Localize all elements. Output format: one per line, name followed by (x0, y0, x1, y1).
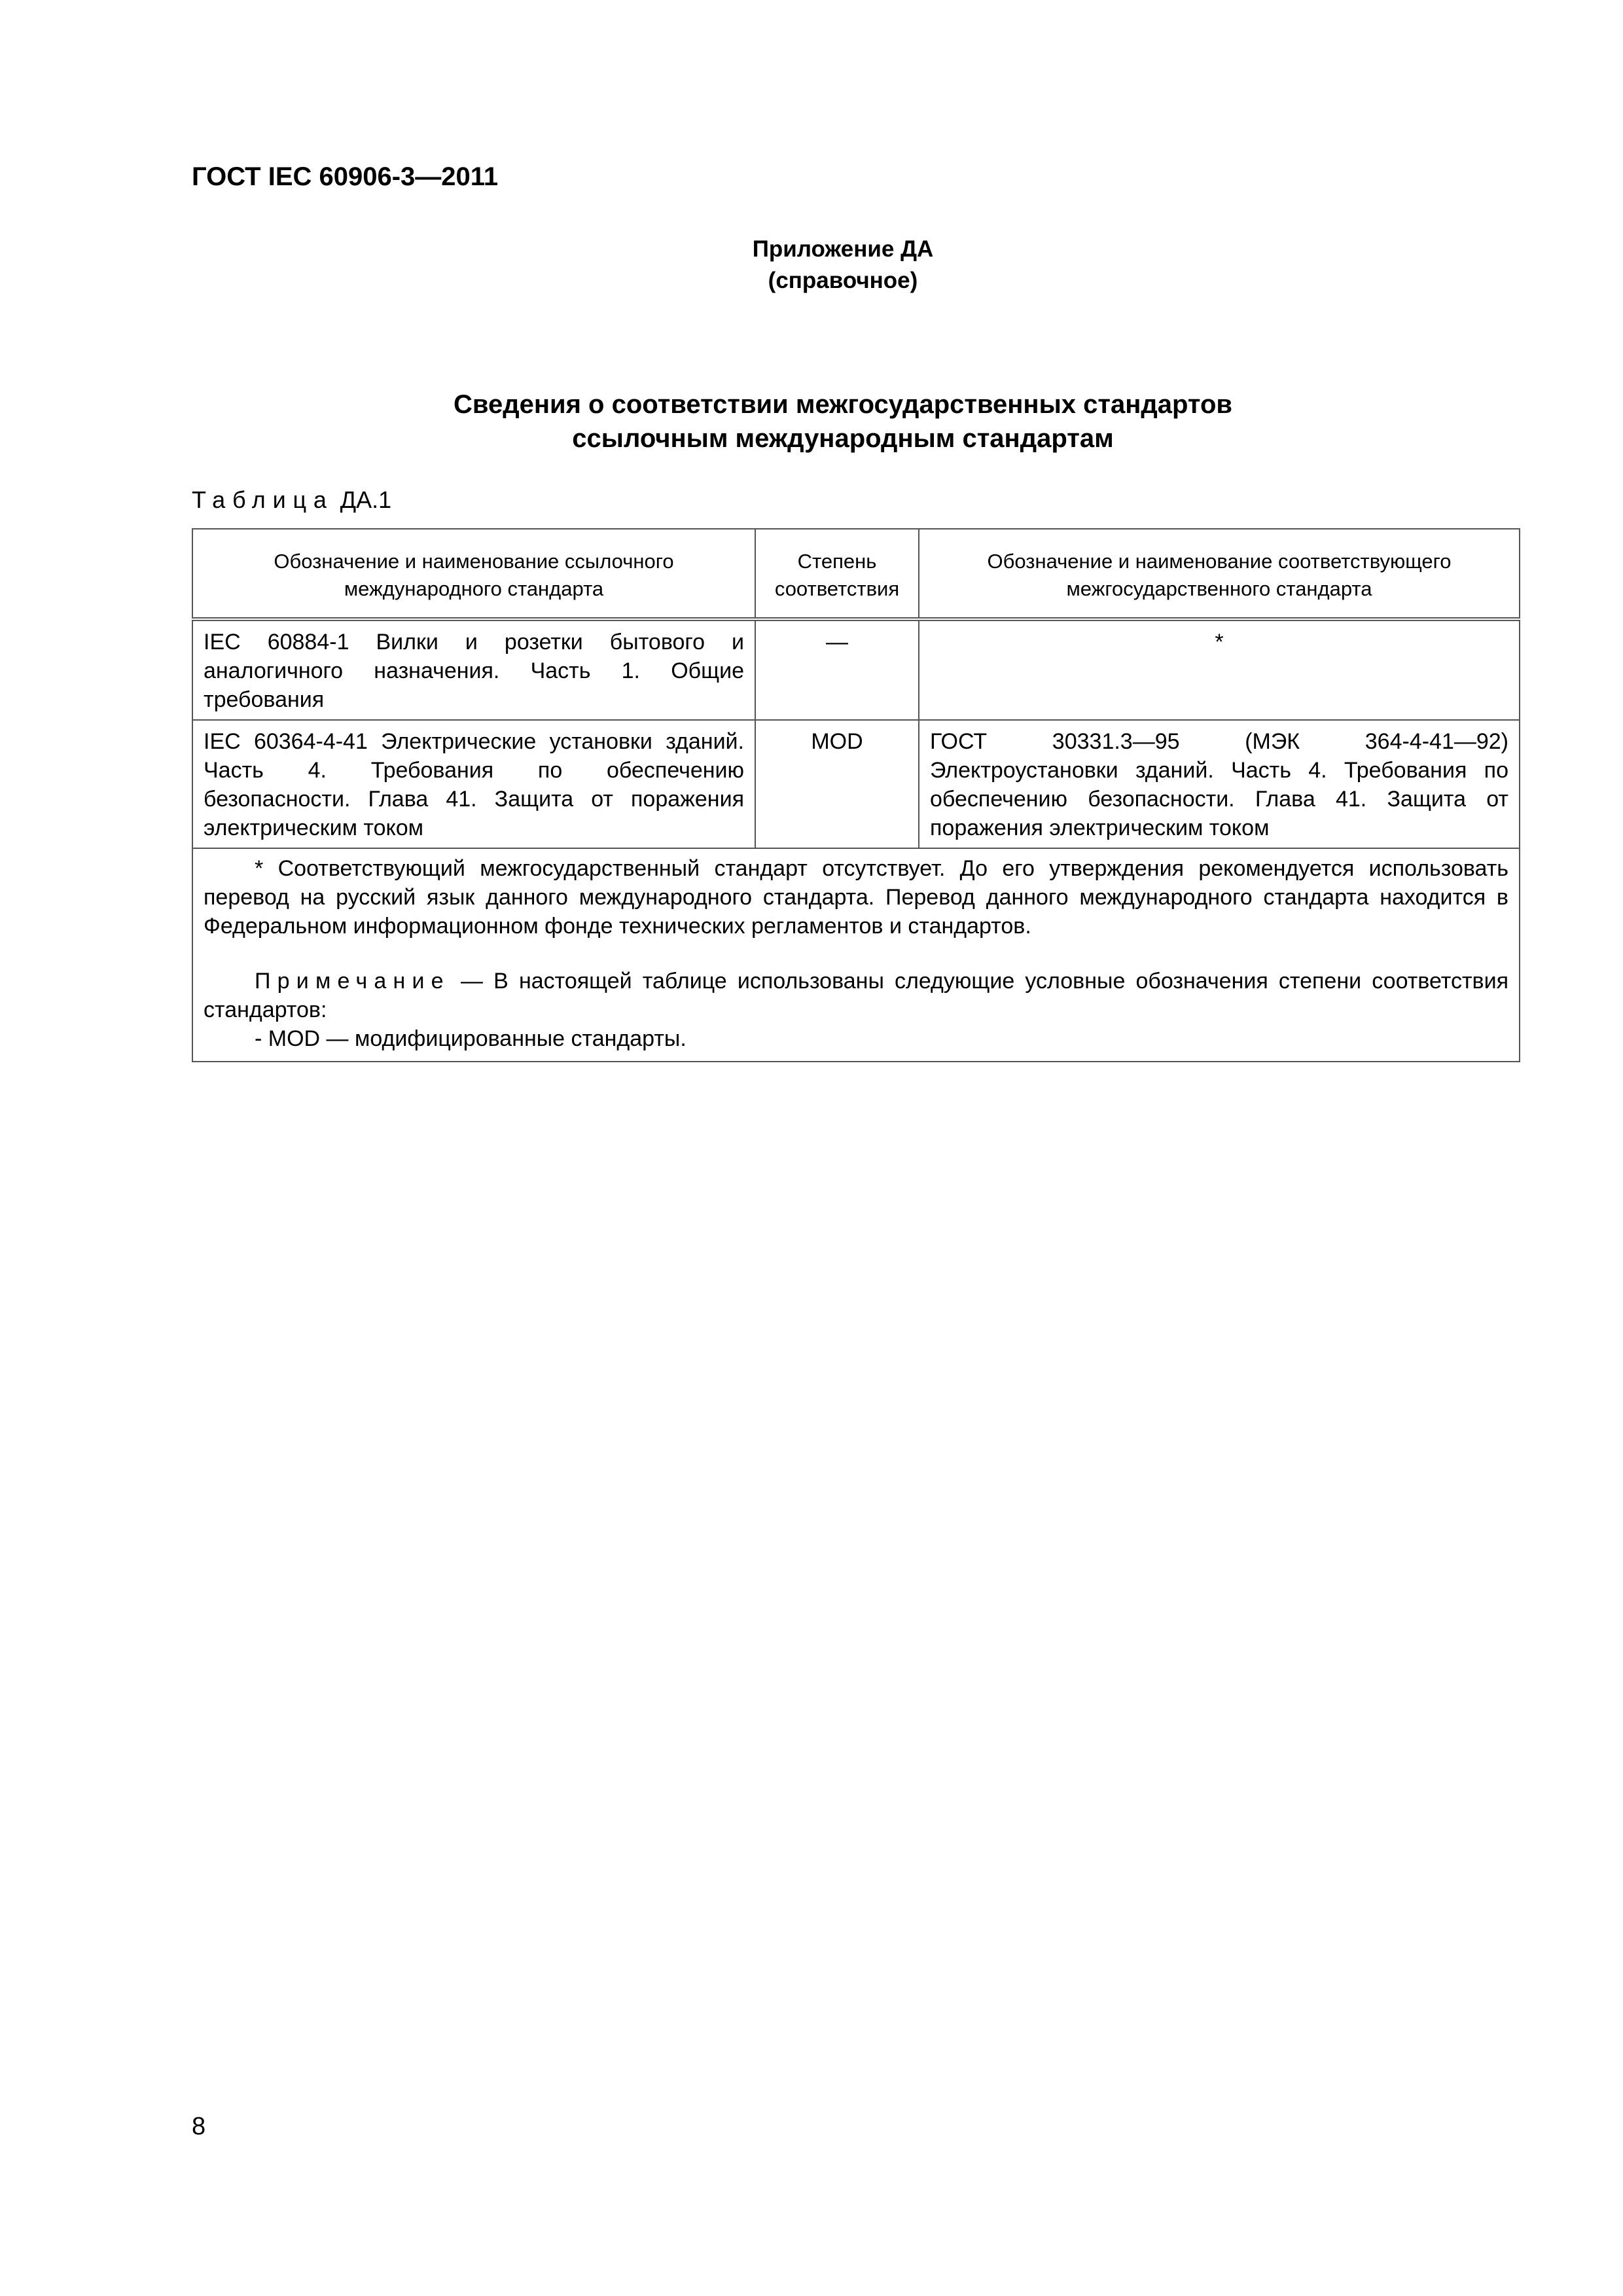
appendix-title: Приложение ДА (752, 236, 934, 262)
appendix-heading (0, 234, 1623, 296)
appendix-subtitle: (справочное) (768, 268, 918, 293)
header-interstate: Обозначение и наименование соответствующего межгосударственного стандарта (919, 529, 1520, 619)
table-caption-number: ДА.1 (340, 486, 392, 513)
table-footnote: * Соответствующий межгосударственный стандарт отсутствует. До его утверждения рекомендуется использовать перевод на русский язык данного международного стандарта. Перевод данного международного стандарта находится в Федеральном информационном фонде технических регламентов и стандартов. (204, 856, 1508, 939)
cell-international: IEC 60884-1 Вилки и розетки бытового и аналогичного назначения. Часть 1. Общие требования (192, 619, 755, 720)
table-caption-word: Таблица (192, 486, 334, 513)
note-label: Примечание (255, 969, 450, 994)
cell-degree: — (755, 619, 919, 720)
note-item: - MOD — модифицированные стандарты. (255, 1026, 687, 1051)
cell-international: IEC 60364-4-41 Электрические установки зданий. Часть 4. Требования по обеспечению безопасности. Глава 41. Защита от поражения электрическим током (192, 720, 755, 848)
standards-table (192, 528, 1520, 1062)
document-code: ГОСТ IEC 60906-3—2011 (192, 162, 499, 191)
page-title (0, 387, 1623, 456)
page-number: 8 (192, 2113, 206, 2140)
table-caption (192, 486, 391, 514)
table-header-row (192, 529, 1520, 619)
header-degree: Степень соответствия (755, 529, 919, 619)
table-notes-row (192, 848, 1520, 1062)
table-row (192, 619, 1520, 720)
cell-degree: MOD (755, 720, 919, 848)
note-text: — В настоящей таблице использованы следующие условные обозначения степени соответствия стандартов: (204, 969, 1508, 1022)
cell-interstate: * (919, 619, 1520, 720)
title-line-2: ссылочным международным стандартам (572, 424, 1114, 453)
title-line-1: Сведения о соответствии межгосударственных стандартов (454, 390, 1232, 419)
table-row (192, 720, 1520, 848)
table-notes (192, 848, 1520, 1062)
header-international: Обозначение и наименование ссылочного международного стандарта (192, 529, 755, 619)
cell-interstate: ГОСТ 30331.3—95 (МЭК 364-4-41—92) Электроустановки зданий. Часть 4. Требования по обеспечению безопасности. Глава 41. Защита от поражения электрическим током (919, 720, 1520, 848)
table-note (204, 967, 1508, 1024)
